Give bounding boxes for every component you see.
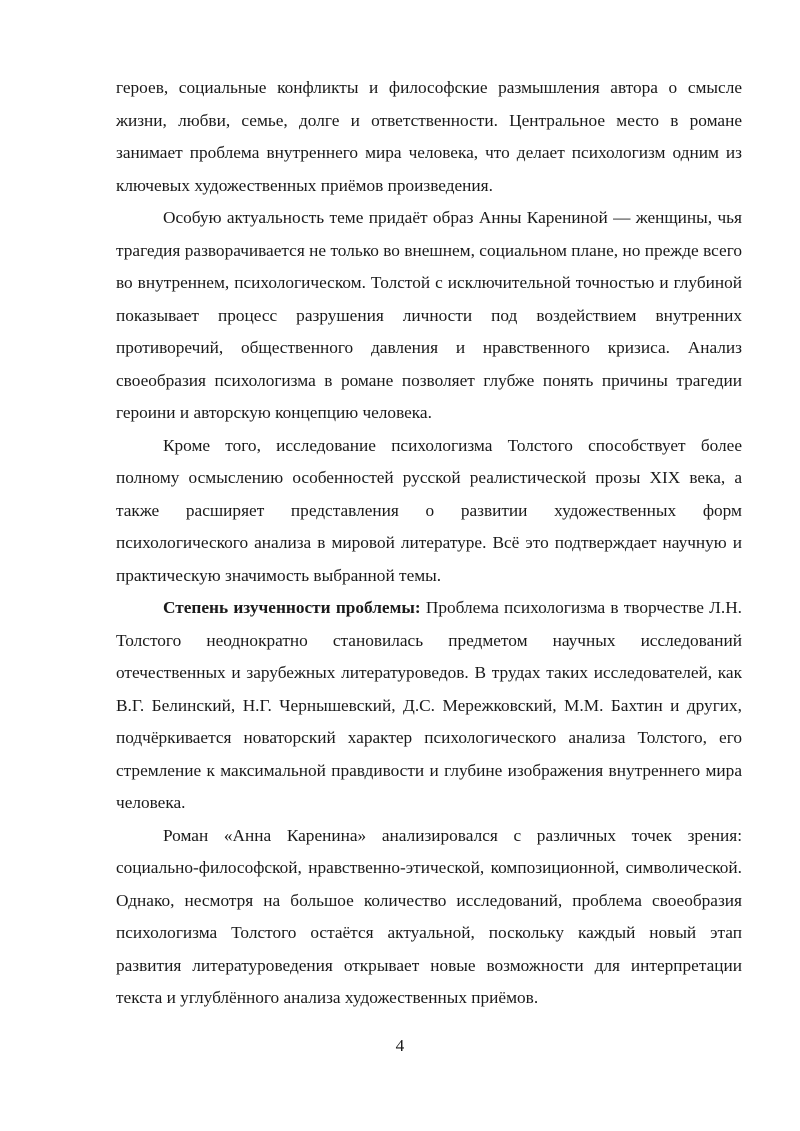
paragraph-anna-karenina-image: Особую актуальность теме придаёт образ Анны Карениной — женщины, чья трагедия разворачивается не только во внешнем, социальном плане, но прежде всего во внутреннем, психологическом. Толстой с исключительной точностью и глубиной показывает процесс разрушения личности под воздействием внутренних противоречий, общественного давления и нравственного кризиса. Анализ своеобразия психологизма в романе позволяет глубже понять причины трагедии героини и авторскую концепцию человека. [116,208,742,422]
paragraph-novel-analysis: Роман «Анна Каренина» анализировался с различных точек зрения: социально-философской, нравственно-этической, композиционной, символической. Однако, несмотря на большое количество исследований, проблема своеобразия психологизма Толстого остаётся актуальной, поскольку каждый новый этап развития литературоведения открывает новые возможности для интерпретации текста и углублённого анализа художественных приёмов. [116,825,742,1007]
paragraph-degree-of-study [116,592,742,820]
paragraph-degree-of-study-text: Проблема психологизма в творчестве Л.Н. Толстого неоднократно становилась предметом научных исследований отечественных и зарубежных литературоведов. В трудах таких исследователей, как В.Г. Белинский, Н.Г. Чернышевский, Д.С. Мережковский, М.М. Бахтин и других, подчёркивается новаторский характер психологического анализа Толстого, его стремление к максимальной правдивости и глубине изображения внутреннего мира человека. [116,598,742,812]
paragraph-continuation: героев, социальные конфликты и философские размышления автора о смысле жизни, любви, семье, долге и ответственности. Центральное место в романе занимает проблема внутреннего мира человека, что делает психологизм одним из ключевых художественных приёмов произведения. [116,78,742,195]
document-body [116,72,742,1015]
paragraph-realist-prose: Кроме того, исследование психологизма Толстого способствует более полному осмыслению особенностей русской реалистической прозы XIX века, а также расширяет представления о развитии художественных форм психологического анализа в мировой литературе. Всё это подтверждает научную и практическую значимость выбранной темы. [116,435,742,585]
page-number: 4 [395,1036,405,1055]
section-heading-degree-of-study: Степень изученности проблемы: [163,598,421,617]
